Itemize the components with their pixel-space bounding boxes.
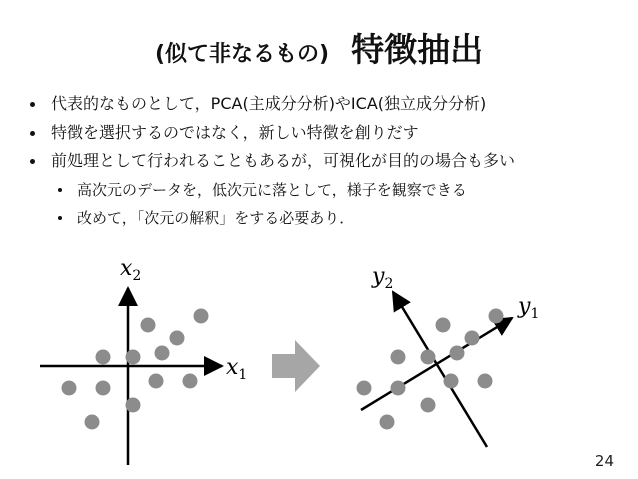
data-point: [141, 318, 156, 333]
bullet-item: 特徴を選択するのではなく，新しい特徴を創りだす: [51, 123, 419, 142]
data-point: [126, 398, 141, 413]
data-point: [436, 318, 451, 333]
y1-label: $y_1$: [518, 294, 540, 322]
data-point: [450, 346, 465, 361]
page-number: 24: [594, 452, 614, 470]
data-point: [444, 374, 459, 389]
data-point: [391, 381, 406, 396]
data-point: [421, 350, 436, 365]
data-point: [96, 350, 111, 365]
transformed-scatter: [357, 264, 540, 447]
x2-label: $x_2$: [120, 256, 142, 284]
data-point: [489, 309, 504, 324]
data-point: [126, 350, 141, 365]
original-points: [62, 309, 209, 430]
y2-label: $y_2$: [372, 264, 394, 292]
data-point: [465, 331, 480, 346]
original-scatter: [40, 256, 247, 465]
data-point: [380, 415, 395, 430]
data-point: [155, 346, 170, 361]
data-point: [478, 374, 493, 389]
y2-axis: [393, 292, 487, 447]
sub-bullet-item: 改めて，「次元の解釈」をする必要あり．: [77, 209, 355, 227]
transform-arrow-icon: [272, 340, 320, 392]
data-point: [421, 398, 436, 413]
data-point: [96, 381, 111, 396]
data-point: [62, 381, 77, 396]
data-point: [170, 331, 185, 346]
data-point: [149, 374, 164, 389]
title-prefix: (似て非なるもの): [154, 42, 330, 67]
data-point: [85, 415, 100, 430]
x1-label: $x_1$: [226, 355, 248, 383]
title-main: 特徴抽出: [351, 30, 484, 69]
data-point: [391, 350, 406, 365]
data-point: [183, 374, 198, 389]
bullet-item: 代表的なものとして，PCA(主成分分析)やICA(独立成分分析): [51, 94, 487, 113]
bullet-item: 前処理として行われることもあるが，可視化が目的の場合も多い: [51, 151, 516, 170]
sub-bullet-item: 高次元のデータを，低次元に落として，様子を観察できる: [77, 181, 467, 199]
data-point: [194, 309, 209, 324]
data-point: [357, 381, 372, 396]
